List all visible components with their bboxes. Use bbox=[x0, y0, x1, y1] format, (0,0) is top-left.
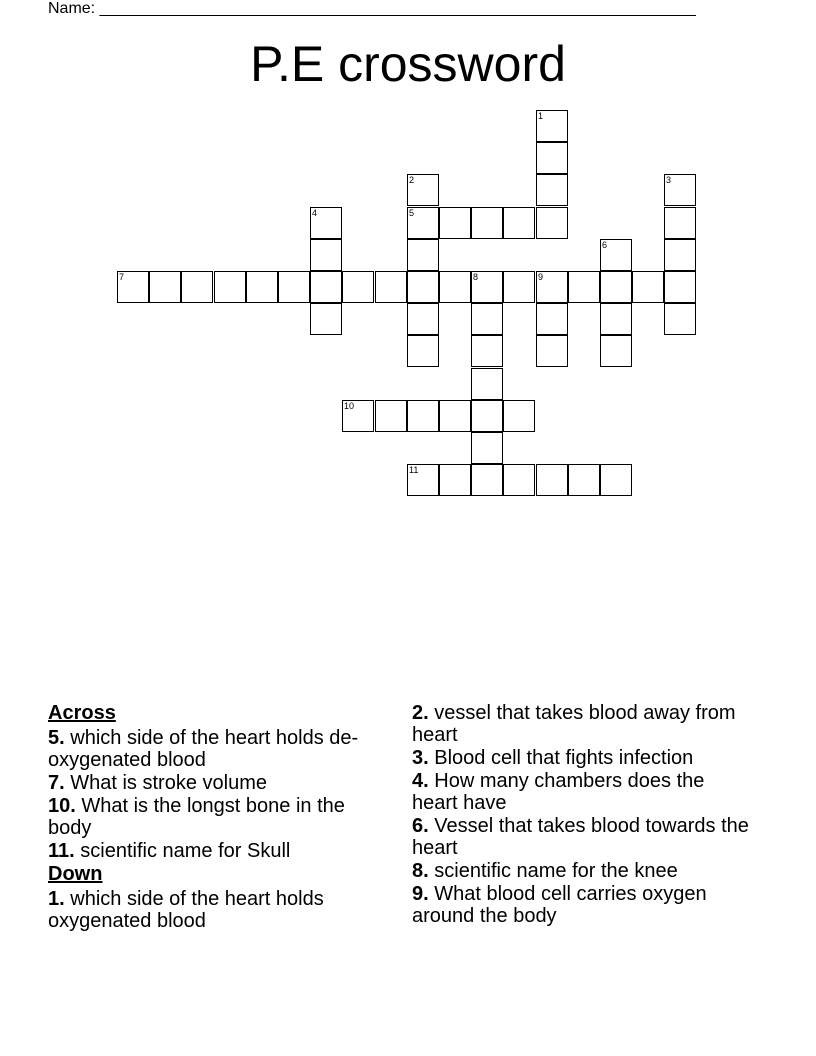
grid-cell[interactable] bbox=[407, 303, 439, 335]
grid-cell[interactable] bbox=[536, 142, 568, 174]
cell-number: 8 bbox=[473, 272, 479, 282]
grid-cell[interactable] bbox=[600, 239, 632, 271]
grid-cell[interactable] bbox=[471, 400, 503, 432]
grid-cell[interactable] bbox=[471, 207, 503, 239]
grid-cell[interactable] bbox=[181, 271, 213, 303]
clue-across-5 bbox=[48, 727, 378, 771]
grid-cell[interactable] bbox=[600, 335, 632, 367]
clue-number: 7. bbox=[48, 772, 65, 794]
clues-left-column bbox=[48, 702, 378, 933]
clue-down-6 bbox=[412, 815, 752, 859]
cell-number: 2 bbox=[409, 175, 415, 185]
grid-cell[interactable] bbox=[439, 400, 471, 432]
grid-cell[interactable] bbox=[407, 174, 439, 206]
clue-text: which side of the heart holds de-oxygenated blood bbox=[48, 727, 359, 771]
grid-cell[interactable] bbox=[664, 207, 696, 239]
grid-cell[interactable] bbox=[536, 174, 568, 206]
grid-cell[interactable] bbox=[503, 207, 535, 239]
cell-number: 6 bbox=[602, 240, 608, 250]
crossword-grid bbox=[0, 0, 816, 520]
clues-right-column bbox=[412, 702, 752, 928]
clue-text: scientific name for Skull bbox=[80, 840, 291, 862]
clue-text: Vessel that takes blood towards the heart bbox=[412, 815, 749, 859]
clue-number: 9. bbox=[412, 883, 429, 905]
grid-cell[interactable] bbox=[600, 271, 632, 303]
grid-cell[interactable] bbox=[503, 400, 535, 432]
grid-cell[interactable] bbox=[342, 271, 374, 303]
grid-cell[interactable] bbox=[536, 207, 568, 239]
grid-cell[interactable] bbox=[407, 400, 439, 432]
grid-cell[interactable] bbox=[439, 207, 471, 239]
grid-cell[interactable] bbox=[600, 464, 632, 496]
clue-down-8 bbox=[412, 860, 752, 882]
grid-cell[interactable] bbox=[407, 239, 439, 271]
grid-cell[interactable] bbox=[439, 464, 471, 496]
grid-cell[interactable] bbox=[664, 239, 696, 271]
clue-number: 8. bbox=[412, 860, 429, 882]
grid-cell[interactable] bbox=[214, 271, 246, 303]
clue-text: Blood cell that fights infection bbox=[434, 747, 694, 769]
clue-down-2 bbox=[412, 702, 752, 746]
cell-number: 3 bbox=[666, 175, 672, 185]
grid-cell[interactable] bbox=[407, 207, 439, 239]
clue-down-1 bbox=[48, 888, 378, 932]
clue-number: 10. bbox=[48, 795, 76, 817]
grid-cell[interactable] bbox=[278, 271, 310, 303]
clue-number: 11. bbox=[48, 840, 75, 862]
cell-number: 7 bbox=[119, 272, 125, 282]
clue-text: What blood cell carries oxygen around the body bbox=[412, 883, 707, 927]
grid-cell[interactable] bbox=[471, 303, 503, 335]
clue-down-4 bbox=[412, 770, 752, 814]
clue-across-11 bbox=[48, 840, 378, 862]
cell-number: 11 bbox=[409, 465, 419, 475]
cell-number: 5 bbox=[409, 208, 415, 218]
clue-text: scientific name for the knee bbox=[434, 860, 678, 882]
grid-cell[interactable] bbox=[503, 464, 535, 496]
grid-cell[interactable] bbox=[471, 432, 503, 464]
grid-cell[interactable] bbox=[632, 271, 664, 303]
grid-cell[interactable] bbox=[471, 464, 503, 496]
grid-cell[interactable] bbox=[600, 303, 632, 335]
clue-number: 4. bbox=[412, 770, 429, 792]
clue-text: which side of the heart holds oxygenated blood bbox=[48, 888, 324, 932]
grid-cell[interactable] bbox=[407, 464, 439, 496]
grid-cell[interactable] bbox=[568, 464, 600, 496]
clue-down-9 bbox=[412, 883, 752, 927]
clue-across-10 bbox=[48, 795, 378, 839]
grid-cell[interactable] bbox=[536, 303, 568, 335]
clue-number: 2. bbox=[412, 702, 429, 724]
grid-cell[interactable] bbox=[310, 303, 342, 335]
grid-cell[interactable] bbox=[375, 271, 407, 303]
clue-across-7 bbox=[48, 772, 378, 794]
grid-cell[interactable] bbox=[664, 303, 696, 335]
page-title: P.E crossword bbox=[250, 36, 566, 92]
grid-cell[interactable] bbox=[407, 271, 439, 303]
grid-cell[interactable] bbox=[117, 271, 149, 303]
grid-cell[interactable] bbox=[407, 335, 439, 367]
grid-cell[interactable] bbox=[246, 271, 278, 303]
clue-text: vessel that takes blood away from heart bbox=[412, 702, 736, 746]
across-heading: Across bbox=[48, 702, 116, 724]
grid-cell[interactable] bbox=[664, 174, 696, 206]
clue-down-3 bbox=[412, 747, 752, 769]
grid-cell[interactable] bbox=[664, 271, 696, 303]
grid-cell[interactable] bbox=[149, 271, 181, 303]
name-label: Name: ___________________________________________________________________ bbox=[48, 0, 696, 17]
grid-cell[interactable] bbox=[375, 400, 407, 432]
clue-text: What is the longst bone in the body bbox=[48, 795, 345, 839]
clue-number: 3. bbox=[412, 747, 429, 769]
grid-cell[interactable] bbox=[310, 207, 342, 239]
grid-cell[interactable] bbox=[536, 110, 568, 142]
clue-number: 5. bbox=[48, 727, 65, 749]
clue-text: What is stroke volume bbox=[70, 772, 267, 794]
grid-cell[interactable] bbox=[342, 400, 374, 432]
grid-cell[interactable] bbox=[503, 271, 535, 303]
clue-number: 1. bbox=[48, 888, 65, 910]
cell-number: 4 bbox=[312, 208, 318, 218]
grid-cell[interactable] bbox=[568, 271, 600, 303]
cell-number: 10 bbox=[344, 401, 355, 411]
clue-text: How many chambers does the heart have bbox=[412, 770, 705, 814]
grid-cell[interactable] bbox=[536, 271, 568, 303]
cell-number: 9 bbox=[538, 272, 544, 282]
down-heading: Down bbox=[48, 863, 103, 885]
grid-cell[interactable] bbox=[536, 464, 568, 496]
grid-cell[interactable] bbox=[471, 335, 503, 367]
grid-cell[interactable] bbox=[471, 271, 503, 303]
grid-cell[interactable] bbox=[439, 271, 471, 303]
clue-number: 6. bbox=[412, 815, 429, 837]
grid-cell[interactable] bbox=[471, 368, 503, 400]
cell-number: 1 bbox=[538, 111, 544, 121]
grid-cell[interactable] bbox=[536, 335, 568, 367]
grid-cell[interactable] bbox=[310, 271, 342, 303]
grid-cell[interactable] bbox=[310, 239, 342, 271]
